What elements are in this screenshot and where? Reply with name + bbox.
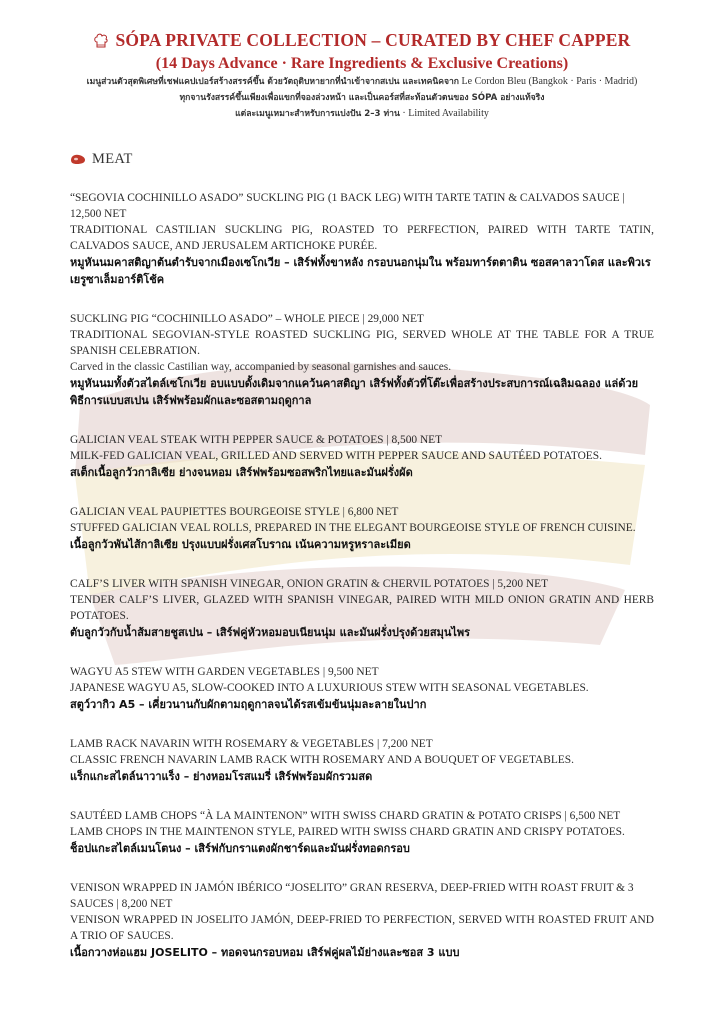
menu-item bbox=[70, 880, 654, 961]
item-thai-description: หมูหันนมทั้งตัวสไตล์เซโกเวีย อบแบบดั้งเดิมจากแคว้นคาสติญา เสิร์ฟทั้งตัวที่โต๊ะเพื่อสร้างประสบการณ์เฉลิมฉลอง แล่ด้วยพิธีการแบบสเปน เสิร์ฟพร้อมผักและซอสตามฤดูกาล bbox=[70, 377, 639, 407]
menu-subtitle: (14 Days Advance · Rare Ingredients & Exclusive Creations) bbox=[155, 55, 569, 72]
item-description: VENISON WRAPPED IN JOSELITO JAMÓN, DEEP-FRIED TO PERFECTION, SERVED WITH ROASTED FRUIT AND A TRIO OF SAUCES. bbox=[70, 914, 654, 942]
chef-hat-icon bbox=[93, 33, 109, 49]
item-thai-description: เนื้อลูกวัวพันไส้กาลิเซีย ปรุงแบบฝรั่งเศสโบราณ เน้นความหรูหราละเมียด bbox=[70, 538, 411, 551]
item-name: “SEGOVIA COCHINILLO ASADO” SUCKLING PIG (1 BACK LEG) WITH TARTE TATIN & CALVADOS SAUCE | 12,500 NET bbox=[70, 192, 625, 220]
header-line-1-thai: เมนูส่วนตัวสุดพิเศษที่เชฟแคปเปอร์สร้างสรรค์ขึ้น ด้วยวัตถุดิบหายากที่นำเข้าจากสเปน และเทคนิคจาก bbox=[86, 77, 460, 87]
item-thai-description: ช็อปแกะสไตล์เมนโตนง – เสิร์ฟกับกราแตงผักชาร์ดและมันฝรั่งทอดกรอบ bbox=[70, 842, 410, 855]
item-name: CALF’S LIVER WITH SPANISH VINEGAR, ONION GRATIN & CHERVIL POTATOES | 5,200 NET bbox=[70, 578, 549, 590]
item-thai-description: แร็กแกะสไตล์นาวาแร็ง – ย่างหอมโรสแมรี่ เสิร์ฟพร้อมผักรวมสด bbox=[70, 770, 373, 783]
menu-item bbox=[70, 808, 654, 857]
item-description: TRADITIONAL SEGOVIAN-STYLE ROASTED SUCKLING PIG, SERVED WHOLE AT THE TABLE FOR A TRUE SPANISH CELEBRATION. bbox=[70, 329, 654, 357]
item-description: STUFFED GALICIAN VEAL ROLLS, PREPARED IN THE ELEGANT BOURGEOISE STYLE OF FRENCH CUISINE. bbox=[70, 522, 636, 534]
menu-item bbox=[70, 432, 654, 481]
header-line-2-thai: ทุกจานรังสรรค์ขึ้นเพียงเพื่อแขกที่จองล่วงหน้า และเป็นคอร์สที่สะท้อนตัวตนของ SÓPA อย่างแท้จริง bbox=[179, 93, 545, 103]
menu-item bbox=[70, 664, 654, 713]
item-description: JAPANESE WAGYU A5, SLOW-COOKED INTO A LUXURIOUS STEW WITH SEASONAL VEGETABLES. bbox=[70, 682, 589, 694]
menu-item bbox=[70, 576, 654, 641]
header-line-3 bbox=[70, 107, 654, 121]
item-name: GALICIAN VEAL PAUPIETTES BOURGEOISE STYLE | 6,800 NET bbox=[70, 506, 399, 518]
item-name: WAGYU A5 STEW WITH GARDEN VEGETABLES | 9,500 NET bbox=[70, 666, 379, 678]
menu-title bbox=[70, 30, 654, 51]
item-name: SUCKLING PIG “COCHINILLO ASADO” – WHOLE PIECE | 29,000 NET bbox=[70, 313, 424, 325]
item-description: MILK-FED GALICIAN VEAL, GRILLED AND SERVED WITH PEPPER SAUCE AND SAUTÉED POTATOES. bbox=[70, 450, 602, 462]
header-line-2 bbox=[70, 91, 654, 105]
item-name: LAMB RACK NAVARIN WITH ROSEMARY & VEGETABLES | 7,200 NET bbox=[70, 738, 433, 750]
item-note: Carved in the classic Castilian way, accompanied by seasonal garnishes and sauces. bbox=[70, 361, 452, 373]
section-heading-meat bbox=[70, 151, 654, 168]
menu-item bbox=[70, 190, 654, 288]
item-description: CLASSIC FRENCH NAVARIN LAMB RACK WITH ROSEMARY AND A BOUQUET OF VEGETABLES. bbox=[70, 754, 574, 766]
meat-icon bbox=[70, 154, 86, 165]
item-description: TENDER CALF’S LIVER, GLAZED WITH SPANISH VINEGAR, PAIRED WITH MILD ONION GRATIN AND HERB POTATOES. bbox=[70, 594, 654, 622]
item-description: LAMB CHOPS IN THE MAINTENON STYLE, PAIRED WITH SWISS CHARD GRATIN AND CRISPY POTATOES. bbox=[70, 826, 625, 838]
menu-item bbox=[70, 311, 654, 409]
item-thai-description: หมูหันนมคาสติญาต้นตำรับจากเมืองเซโกเวีย – เสิร์ฟทั้งขาหลัง กรอบนอกนุ่มใน พร้อมทาร์ตตาติน ซอสคาลวาโดส และพิวเรเยรูซาเล็มอาร์ติโช้ค bbox=[70, 256, 651, 286]
header-line-1 bbox=[70, 75, 654, 89]
header-line-3-latin: · Limited Availability bbox=[402, 108, 489, 119]
menu-header bbox=[70, 0, 654, 121]
item-thai-description: เนื้อกวางห่อแฮม JOSELITO – ทอดจนกรอบหอม เสิร์ฟคู่ผลไม้ย่างและซอส 3 แบบ bbox=[70, 946, 460, 959]
item-name: SAUTÉED LAMB CHOPS “À LA MAINTENON” WITH SWISS CHARD GRATIN & POTATO CRISPS | 6,500 NET bbox=[70, 810, 621, 822]
section-title: MEAT bbox=[92, 151, 133, 167]
item-thai-description: ตับลูกวัวกับน้ำส้มสายชูสเปน – เสิร์ฟคู่หัวหอมอบเนียนนุ่ม และมันฝรั่งปรุงด้วยสมุนไพร bbox=[70, 626, 471, 639]
item-thai-description: สเต็กเนื้อลูกวัวกาลิเซีย ย่างจนหอม เสิร์ฟพร้อมซอสพริกไทยและมันฝรั่งผัด bbox=[70, 466, 413, 479]
header-line-3-thai: แต่ละเมนูเหมาะสำหรับการแบ่งปัน 2–3 ท่าน bbox=[235, 109, 400, 119]
menu-title-text: SÓPA PRIVATE COLLECTION – CURATED BY CHEF CAPPER bbox=[115, 30, 631, 50]
item-thai-description: สตูว์วากิว A5 – เคี่ยวนานกับผักตามฤดูกาลจนได้รสเข้มข้นนุ่มละลายในปาก bbox=[70, 698, 427, 711]
menu-item bbox=[70, 736, 654, 785]
item-description: TRADITIONAL CASTILIAN SUCKLING PIG, ROASTED TO PERFECTION, PAIRED WITH TARTE TATIN, CALVADOS SAUCE, AND JERUSALEM ARTICHOKE PURÉE. bbox=[70, 224, 654, 252]
header-line-1-latin: Le Cordon Bleu (Bangkok · Paris · Madrid) bbox=[461, 76, 638, 87]
item-name: VENISON WRAPPED IN JAMÓN IBÉRICO “JOSELITO” GRAN RESERVA, DEEP-FRIED WITH ROAST FRUIT & 3 SAUCES | 8,200 NET bbox=[70, 882, 634, 910]
item-name: GALICIAN VEAL STEAK WITH PEPPER SAUCE & POTATOES | 8,500 NET bbox=[70, 434, 443, 446]
menu-item bbox=[70, 504, 654, 553]
menu-items bbox=[70, 190, 654, 961]
